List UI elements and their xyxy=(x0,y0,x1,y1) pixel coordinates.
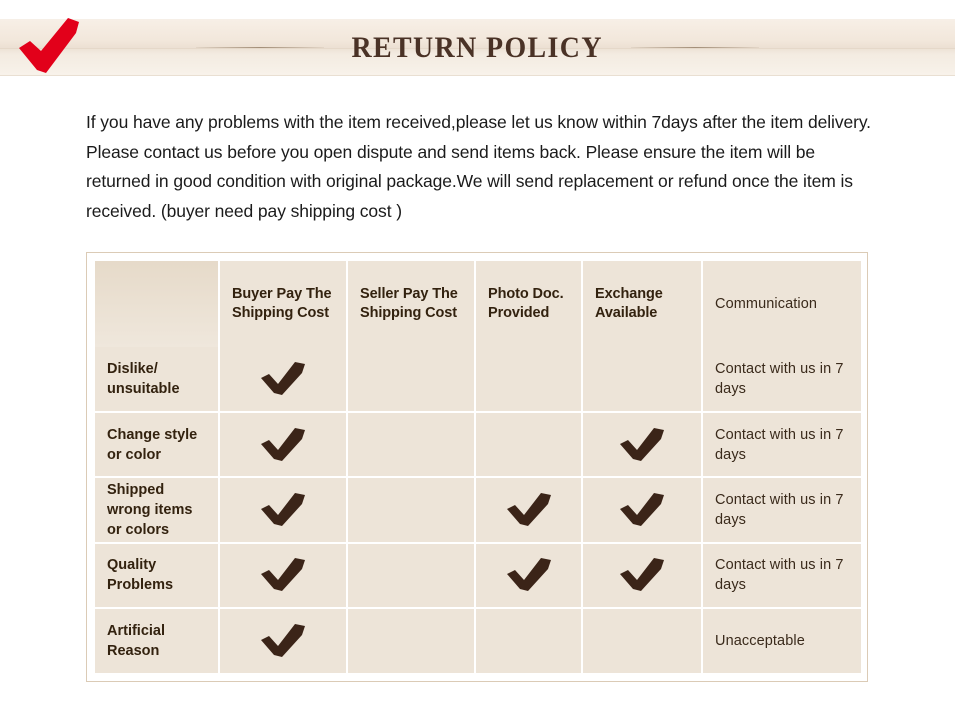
cell-exchange xyxy=(582,543,702,608)
cell-buyer-pay xyxy=(219,543,347,608)
header-cell-photo-doc: Photo Doc. Provided xyxy=(475,261,582,347)
cell-exchange xyxy=(582,347,702,412)
header-cell-buyer-pay: Buyer Pay The Shipping Cost xyxy=(219,261,347,347)
title-rule-left xyxy=(196,47,324,48)
table-body xyxy=(95,347,861,673)
dark-check-icon xyxy=(618,427,666,463)
dark-check-icon xyxy=(259,361,307,397)
cell-photo-doc xyxy=(475,347,582,412)
cell-photo-doc xyxy=(475,412,582,477)
cell-communication: Contact with us in 7 days xyxy=(702,477,861,542)
dark-check-icon xyxy=(505,492,553,528)
header-cell-exchange: Exchange Available xyxy=(582,261,702,347)
cell-buyer-pay xyxy=(219,412,347,477)
header-cell-corner xyxy=(95,261,219,347)
page-title-row xyxy=(0,19,955,76)
table-row xyxy=(95,543,861,608)
cell-communication: Unacceptable xyxy=(702,608,861,673)
cell-photo-doc xyxy=(475,477,582,542)
table-row xyxy=(95,412,861,477)
table-row xyxy=(95,608,861,673)
dark-check-icon xyxy=(618,492,666,528)
header-cell-seller-pay: Seller Pay The Shipping Cost xyxy=(347,261,475,347)
table-header xyxy=(95,261,861,347)
return-policy-table xyxy=(95,261,861,673)
cell-seller-pay xyxy=(347,477,475,542)
dark-check-icon xyxy=(259,492,307,528)
intro-paragraph: If you have any problems with the item received,please let us know within 7days after the item delivery. Please contact us before you open dispute and send items back. Please ensure the item will be returned in good condition with original package.We will send replacement or refund once the item is received. (buyer need pay shipping cost ) xyxy=(86,112,871,221)
row-label: Dislike/ unsuitable xyxy=(95,347,219,412)
dark-check-icon xyxy=(618,557,666,593)
cell-seller-pay xyxy=(347,347,475,412)
cell-exchange xyxy=(582,608,702,673)
cell-exchange xyxy=(582,477,702,542)
table-header-row xyxy=(95,261,861,347)
title-rule-right xyxy=(631,47,759,48)
row-label: Shipped wrong items or colors xyxy=(95,477,219,542)
cell-communication: Contact with us in 7 days xyxy=(702,543,861,608)
cell-seller-pay xyxy=(347,608,475,673)
dark-check-icon xyxy=(259,427,307,463)
cell-exchange xyxy=(582,412,702,477)
dark-check-icon xyxy=(505,557,553,593)
row-label: Quality Problems xyxy=(95,543,219,608)
table-row xyxy=(95,477,861,542)
cell-buyer-pay xyxy=(219,608,347,673)
header-cell-communication: Communication xyxy=(702,261,861,347)
row-label: Artificial Reason xyxy=(95,608,219,673)
return-policy-table-frame xyxy=(86,252,868,682)
page-title: RETURN POLICY xyxy=(351,30,604,64)
cell-communication: Contact with us in 7 days xyxy=(702,412,861,477)
dark-check-icon xyxy=(259,623,307,659)
cell-photo-doc xyxy=(475,608,582,673)
cell-buyer-pay xyxy=(219,477,347,542)
row-label: Change style or color xyxy=(95,412,219,477)
table-row xyxy=(95,347,861,412)
dark-check-icon xyxy=(259,557,307,593)
cell-buyer-pay xyxy=(219,347,347,412)
cell-photo-doc xyxy=(475,543,582,608)
cell-communication: Contact with us in 7 days xyxy=(702,347,861,412)
cell-seller-pay xyxy=(347,543,475,608)
cell-seller-pay xyxy=(347,412,475,477)
